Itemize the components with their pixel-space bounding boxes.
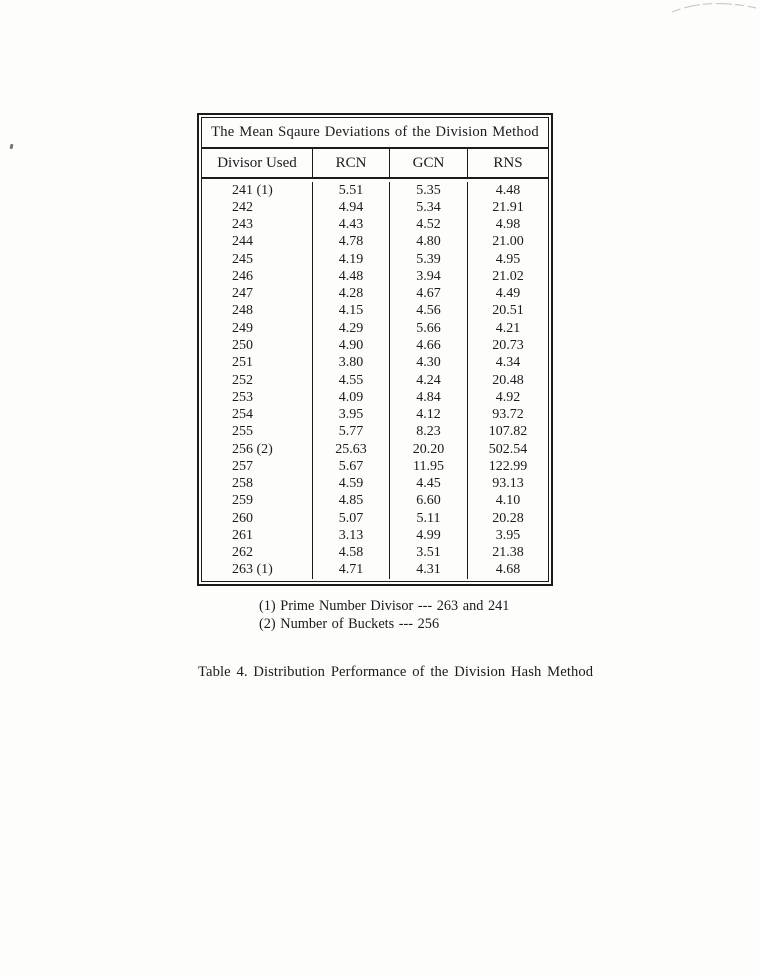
table-row bbox=[202, 441, 548, 458]
divisor-cell: 245 bbox=[202, 251, 313, 268]
rns-cell: 3.95 bbox=[495, 527, 521, 543]
table-row bbox=[202, 337, 548, 354]
gcn-cell: 11.95 bbox=[390, 458, 468, 475]
rns-cell: 21.91 bbox=[492, 199, 524, 215]
table-caption: Table 4. Distribution Performance of the Division Hash Method bbox=[198, 664, 594, 680]
table-row bbox=[202, 251, 548, 268]
table-row bbox=[202, 182, 548, 199]
rns-cell: 122.99 bbox=[488, 458, 528, 474]
table-row bbox=[202, 406, 548, 423]
divisor-cell: 260 bbox=[202, 510, 313, 527]
column-header-gcn: GCN bbox=[390, 149, 468, 177]
rns-cell: 4.92 bbox=[495, 389, 521, 405]
table-row bbox=[202, 389, 548, 406]
rcn-cell: 3.13 bbox=[313, 527, 390, 544]
gcn-cell: 8.23 bbox=[390, 424, 468, 441]
rns-cell: 4.10 bbox=[495, 493, 521, 509]
column-header-divisor-used: Divisor Used bbox=[202, 149, 313, 177]
gcn-cell: 4.52 bbox=[390, 217, 468, 234]
gcn-cell: 3.51 bbox=[390, 545, 468, 562]
rcn-cell: 4.59 bbox=[313, 476, 390, 493]
gcn-cell: 4.84 bbox=[390, 389, 468, 406]
rns-cell: 4.95 bbox=[495, 251, 521, 267]
rcn-cell: 3.80 bbox=[313, 355, 390, 372]
divisor-cell: 246 bbox=[202, 268, 313, 285]
gcn-cell: 4.56 bbox=[390, 303, 468, 320]
table-row bbox=[202, 476, 548, 493]
table-row bbox=[202, 355, 548, 372]
rns-cell: 4.98 bbox=[495, 217, 521, 233]
gcn-cell: 4.67 bbox=[390, 286, 468, 303]
divisor-cell: 258 bbox=[202, 476, 313, 493]
divisor-cell: 251 bbox=[202, 355, 313, 372]
rns-cell: 20.73 bbox=[492, 338, 524, 354]
divisor-cell: 254 bbox=[202, 406, 313, 423]
table-row bbox=[202, 217, 548, 234]
divisor-cell: 253 bbox=[202, 389, 313, 406]
rns-cell: 21.00 bbox=[492, 234, 524, 250]
table-row bbox=[202, 493, 548, 510]
rcn-cell: 4.71 bbox=[313, 562, 390, 579]
gcn-cell: 4.66 bbox=[390, 337, 468, 354]
gcn-cell: 4.45 bbox=[390, 476, 468, 493]
divisor-cell: 256 (2) bbox=[202, 441, 313, 458]
divisor-cell: 250 bbox=[202, 337, 313, 354]
rcn-cell: 4.19 bbox=[313, 251, 390, 268]
rcn-cell: 4.55 bbox=[313, 372, 390, 389]
divisor-cell: 261 bbox=[202, 527, 313, 544]
column-header-rcn: RCN bbox=[313, 149, 390, 177]
rcn-cell: 4.09 bbox=[313, 389, 390, 406]
divisor-cell: 242 bbox=[202, 199, 313, 216]
gcn-cell: 6.60 bbox=[390, 493, 468, 510]
gcn-cell: 4.12 bbox=[390, 406, 468, 423]
data-table-inner-border bbox=[201, 117, 549, 582]
rns-cell: 20.48 bbox=[492, 372, 524, 388]
table-body bbox=[202, 179, 548, 581]
rcn-cell: 4.94 bbox=[313, 199, 390, 216]
rcn-cell: 4.78 bbox=[313, 234, 390, 251]
rcn-cell: 4.58 bbox=[313, 545, 390, 562]
rcn-cell: 5.77 bbox=[313, 424, 390, 441]
table-row bbox=[202, 234, 548, 251]
rns-cell: 4.68 bbox=[495, 562, 521, 578]
rcn-cell: 4.29 bbox=[313, 320, 390, 337]
data-table bbox=[197, 113, 553, 586]
table-row bbox=[202, 372, 548, 389]
rcn-cell: 4.48 bbox=[313, 268, 390, 285]
gcn-cell: 5.35 bbox=[390, 182, 468, 199]
rns-cell: 107.82 bbox=[488, 424, 528, 440]
divisor-cell: 244 bbox=[202, 234, 313, 251]
rns-cell: 20.51 bbox=[492, 303, 524, 319]
divisor-cell: 262 bbox=[202, 545, 313, 562]
divisor-cell: 255 bbox=[202, 424, 313, 441]
rcn-cell: 3.95 bbox=[313, 406, 390, 423]
table-row bbox=[202, 510, 548, 527]
rcn-cell: 4.85 bbox=[313, 493, 390, 510]
divisor-cell: 252 bbox=[202, 372, 313, 389]
table-row bbox=[202, 286, 548, 303]
rns-cell: 4.49 bbox=[495, 286, 521, 302]
divisor-cell: 248 bbox=[202, 303, 313, 320]
rcn-cell: 4.15 bbox=[313, 303, 390, 320]
scan-speck bbox=[10, 144, 14, 150]
footnote-1: (1) Prime Number Divisor --- 263 and 241 bbox=[259, 598, 510, 614]
divisor-cell: 263 (1) bbox=[202, 562, 313, 579]
divisor-cell: 249 bbox=[202, 320, 313, 337]
gcn-cell: 4.80 bbox=[390, 234, 468, 251]
gcn-cell: 4.99 bbox=[390, 527, 468, 544]
rns-cell: 4.21 bbox=[495, 320, 521, 336]
rns-cell: 21.38 bbox=[492, 545, 524, 561]
rns-cell: 93.72 bbox=[492, 407, 524, 423]
gcn-cell: 4.31 bbox=[390, 562, 468, 579]
table-row bbox=[202, 320, 548, 337]
rcn-cell: 5.67 bbox=[313, 458, 390, 475]
table-header-row bbox=[202, 149, 548, 179]
rcn-cell: 5.51 bbox=[313, 182, 390, 199]
rns-cell: 502.54 bbox=[488, 441, 528, 457]
rcn-cell: 4.90 bbox=[313, 337, 390, 354]
gcn-cell: 5.34 bbox=[390, 199, 468, 216]
table-row bbox=[202, 545, 548, 562]
footnote-2: (2) Number of Buckets --- 256 bbox=[259, 616, 440, 632]
rns-cell: 4.48 bbox=[495, 182, 521, 198]
gcn-cell: 3.94 bbox=[390, 268, 468, 285]
table-row bbox=[202, 303, 548, 320]
gcn-cell: 4.24 bbox=[390, 372, 468, 389]
table-row bbox=[202, 527, 548, 544]
table-footnotes bbox=[259, 597, 509, 633]
gcn-cell: 5.39 bbox=[390, 251, 468, 268]
gcn-cell: 5.11 bbox=[390, 510, 468, 527]
rns-cell: 93.13 bbox=[492, 476, 524, 492]
scan-artifact-curve bbox=[668, 0, 760, 18]
divisor-cell: 259 bbox=[202, 493, 313, 510]
rcn-cell: 4.43 bbox=[313, 217, 390, 234]
divisor-cell: 247 bbox=[202, 286, 313, 303]
divisor-cell: 257 bbox=[202, 458, 313, 475]
table-row bbox=[202, 424, 548, 441]
rcn-cell: 5.07 bbox=[313, 510, 390, 527]
table-row bbox=[202, 199, 548, 216]
rns-cell: 20.28 bbox=[492, 510, 524, 526]
rcn-cell: 4.28 bbox=[313, 286, 390, 303]
gcn-cell: 4.30 bbox=[390, 355, 468, 372]
gcn-cell: 5.66 bbox=[390, 320, 468, 337]
divisor-cell: 241 (1) bbox=[202, 182, 313, 199]
divisor-cell: 243 bbox=[202, 217, 313, 234]
gcn-cell: 20.20 bbox=[390, 441, 468, 458]
rns-cell: 4.34 bbox=[495, 355, 521, 371]
table-row bbox=[202, 268, 548, 285]
table-title: The Mean Sqaure Deviations of the Division Method bbox=[202, 118, 548, 149]
rns-cell: 21.02 bbox=[492, 268, 524, 284]
table-row bbox=[202, 458, 548, 475]
table-row bbox=[202, 562, 548, 579]
rcn-cell: 25.63 bbox=[313, 441, 390, 458]
column-header-rns: RNS bbox=[493, 154, 523, 171]
